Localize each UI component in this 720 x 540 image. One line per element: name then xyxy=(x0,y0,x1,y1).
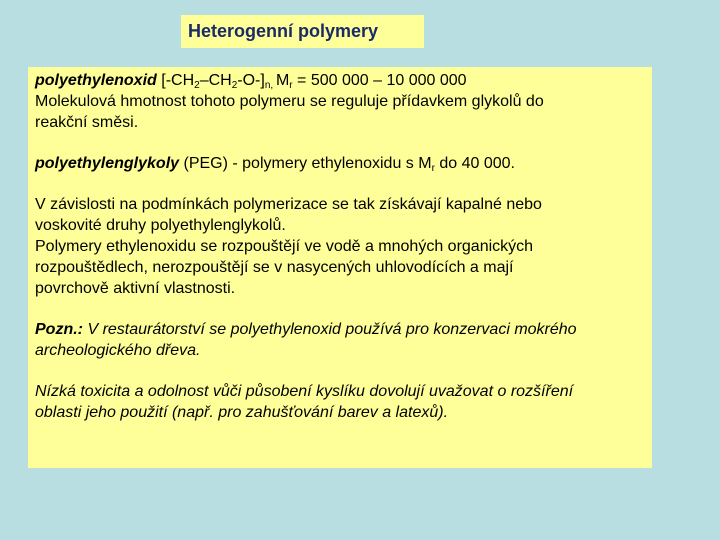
closing-line2: oblasti jeho použití (např. pro zahušťování barev a latexů). xyxy=(35,404,449,421)
note-line1 xyxy=(35,319,646,340)
peg-mr-subscript: r xyxy=(431,163,435,174)
paragraph-properties-line: voskovité druhy polyethylenglykolů. xyxy=(35,217,286,234)
slide-content xyxy=(28,67,652,468)
paragraph-properties-line: V závislosti na podmínkách polymerizace se tak získávají kapalné nebo xyxy=(35,196,542,213)
note-text-1: V restaurátorství se polyethylenoxid používá pro konzervaci mokrého xyxy=(83,321,577,338)
paragraph-properties-line: povrchově aktivní vlastnosti. xyxy=(35,280,236,297)
paragraph-properties-line: Polymery ethylenoxidu se rozpouštějí ve vodě a mnohých organických xyxy=(35,238,534,255)
paragraph-polyethylenoxid-formula xyxy=(35,70,646,91)
spacer xyxy=(35,174,646,194)
closing-line1: Nízká toxicita a odolnost vůči působení kyslíku dovolují uvažovat o rozšíření xyxy=(35,383,574,400)
paragraph-polyethylenoxid-line3: reakční směsi. xyxy=(35,114,139,131)
formula-subscript-1: 2 xyxy=(194,80,200,91)
peg-text-b: do 40 000. xyxy=(434,155,515,172)
slide-title xyxy=(181,15,424,48)
term-polyethylenglykoly: polyethylenglykoly xyxy=(35,155,180,172)
spacer xyxy=(35,361,646,381)
formula-subscript-2: 2 xyxy=(231,80,238,91)
note-line2: archeologického dřeva. xyxy=(35,342,201,359)
formula-subscript-n: n, xyxy=(264,80,276,91)
molar-mass-symbol: M xyxy=(275,72,290,89)
slide-title-text: Heterogenní polymery xyxy=(188,21,379,41)
formula-part-c: -O-] xyxy=(237,72,265,89)
spacer xyxy=(35,133,646,153)
paragraph-properties-line: rozpouštědlech, nerozpouštějí se v nasycených uhlovodících a mají xyxy=(35,259,514,276)
paragraph-polyethylenoxid-line2: Molekulová hmotnost tohoto polymeru se reguluje přídavkem glykolů do xyxy=(35,93,544,110)
formula-part-b: –CH xyxy=(199,72,232,89)
note-label: Pozn.: xyxy=(35,321,83,338)
peg-text-a: (PEG) - polymery ethylenoxidu s M xyxy=(179,155,432,172)
spacer xyxy=(35,299,646,319)
formula-part-a: [-CH xyxy=(156,72,195,89)
molar-mass-value: = 500 000 – 10 000 000 xyxy=(292,72,467,89)
term-polyethylenoxid: polyethylenoxid xyxy=(35,72,157,89)
molar-mass-subscript: r xyxy=(289,80,293,91)
paragraph-peg xyxy=(35,153,646,174)
